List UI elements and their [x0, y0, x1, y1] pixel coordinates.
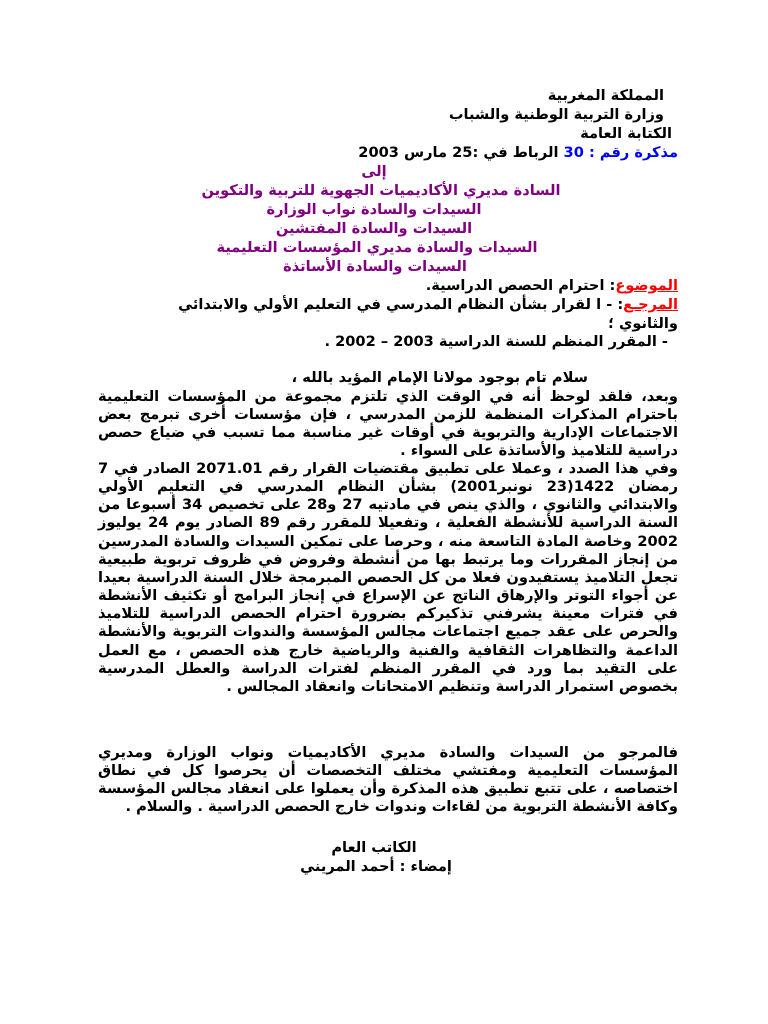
reference-text-3: - المقرر المنظم للسنة الدراسية 2003 – 2002 .: [324, 333, 668, 350]
memo-label: مذكرة رقم :: [588, 144, 678, 161]
subject-line: [426, 277, 678, 295]
header-ministry: وزارة التربية الوطنية والشباب: [448, 106, 664, 123]
to-label: إلى: [361, 163, 387, 180]
paragraph-1: وبعد، فلقد لوحظ أنه في الوقت الذي تلتزم مجموعة من المؤسسات التعليمية باحترام المذكرات المنظمة للزمن المدرسي ، فإن مؤسسات أخرى تبرمج بعض الاجتماعات الإدارية والتربوية في أوقات غير مناسبة مما تسبب في ضياع حصص دراسية للتلاميذ والأساتذة على السواء .: [98, 388, 678, 460]
reference-text-2: والثانوي ؛: [608, 315, 678, 332]
header-general-secretariat: الكتابة العامة: [580, 125, 672, 142]
reference-line: [178, 296, 678, 314]
reference-label: المرجـع: [623, 296, 678, 313]
subject-label: الموضوع: [615, 277, 678, 294]
recipient-deputies: السيدات والسادة نواب الوزارة: [266, 201, 482, 218]
paragraph-3: فالمرجو من السيدات والسادة مديري الأكاديميات ونواب الوزارة ومديري المؤسسات التعليمية ومفتشي مختلف التخصصات أن يحرصوا كل في نطاق اختصاصه ، على تتبع تطبيق هذه المذكرة وأن يعملوا على انعقاد مجالس المؤسسة وكافة الأنشطة التربوية من لقاءات وندوات خارج الحصص الدراسية . والسلام .: [98, 744, 678, 816]
memo-place-date: الرباط في :25 مارس 2003: [358, 144, 559, 161]
reference-text-1: : - ا لقرار بشأن النظام المدرسي في التعليم الأولي والابتدائي: [178, 296, 624, 313]
recipient-teachers: السيدات والسادة الأساتذة: [283, 258, 467, 275]
recipient-school-directors: السيدات والسادة مديري المؤسسات التعليمية: [216, 239, 538, 256]
greeting: سلام تام بوجود مولانا الإمام المؤيد بالله ،: [291, 369, 588, 386]
subject-text: : احترام الحصص الدراسية.: [425, 277, 616, 294]
header-kingdom: المملكة المغربية: [547, 87, 664, 104]
recipient-inspectors: السيدات والسادة المفتشين: [275, 220, 473, 237]
memo-number: 30: [563, 144, 584, 161]
signature-name: إمضاء : أحمد المريني: [300, 858, 452, 875]
paragraph-2: وفي هذا الصدد ، وعملا على تطبيق مقتضيات القرار رقم 2071.01 الصادر في 7 رمضان 1422(23 نونبر2001) بشأن النظام المدرسي في التعليم الأولي والابتدائي والثانوي ، والذي ينص في مادتيه 27 و28 على تخصيص 34 أسبوعا من السنة الدراسية للأنشطة الفعلية ، وتفعيلا للمقرر رقم 89 الصادر يوم 24 يوليوز 2002 وخاصة المادة التاسعة منه ، وحرصا على تمكين السيدات والسادة المدرسين من إنجاز المقررات وما يرتبط بها من أنشطة وفروض في ظروف تربوية طبيعية تجعل التلاميذ يستفيدون فعلا من كل الحصص المبرمجة خلال السنة الدراسية بعيدا عن أجواء التوتر والإرهاق الناتج عن الإسراع في إنجاز البرامج أو تكثيف الأنشطة في فترات معينة يشرفني تذكيركم بضرورة احترام الحصص الدراسية للتلاميذ والحرص على عقد جميع اجتماعات مجالس المؤسسة والندوات التربوية والأنشطة الداعمة والتظاهرات الثقافية والفنية والرياضية خارج هذه الحصص ، مع العمل على التقيد بما ورد في المقرر المنظم لفترات الدراسة والعطل المدرسية بخصوص استمرار الدراسة وتنظيم الامتحانات وانعقاد المجالس .: [98, 460, 678, 695]
signature-title: الكاتب العام: [331, 839, 417, 856]
recipient-academy-directors: السادة مديري الأكاديميات الجهوية للتربية والتكوين: [201, 182, 561, 199]
memo-line: [358, 144, 678, 162]
